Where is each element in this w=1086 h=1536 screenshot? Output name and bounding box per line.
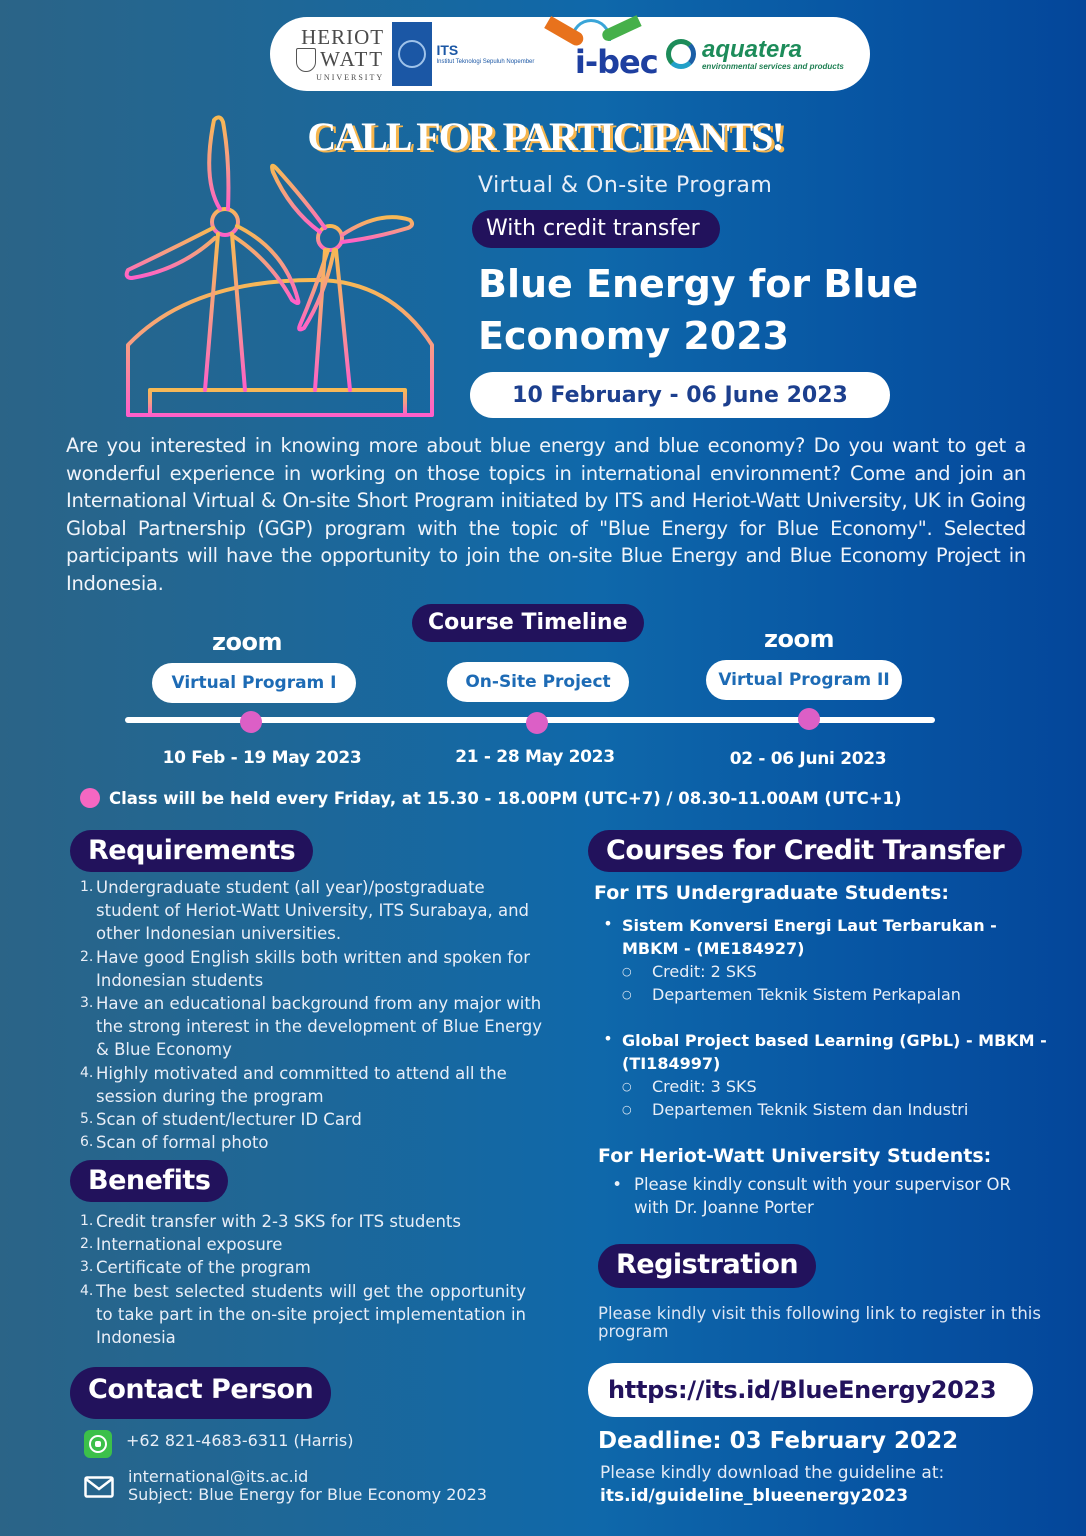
timeline-stage-virtual-program-1: Virtual Program I: [152, 663, 356, 703]
partner-logo-bar: [270, 17, 870, 91]
list-item: 3. Have an educational background from any major with the strong interest in the development of Blue Energy & Blue Economy: [80, 994, 542, 1060]
zoom-logo: zoom: [212, 628, 282, 656]
course-item: • Sistem Konversi Energi Laut Terbarukan - MBKM - (ME184927): [603, 914, 997, 958]
courses-heading: Courses for Credit Transfer: [588, 830, 1022, 872]
list-item: 2. International exposure: [80, 1235, 283, 1255]
contact-phone: +62 821-4683-6311 (Harris): [84, 1430, 353, 1458]
registration-deadline: Deadline: 03 February 2022: [598, 1428, 959, 1454]
benefits-heading: Benefits: [70, 1160, 228, 1202]
whatsapp-icon: [84, 1430, 112, 1458]
registration-link[interactable]: https://its.id/BlueEnergy2023: [588, 1363, 1033, 1417]
credit-transfer-badge: With credit transfer: [472, 210, 720, 248]
guideline-instructions: Please kindly download the guideline at:: [600, 1463, 945, 1483]
requirements-list: [80, 876, 550, 1154]
requirements-heading: Requirements: [70, 830, 313, 872]
course-item: • Global Project based Learning (GPbL) - MBKM - (TI184997): [603, 1029, 1047, 1073]
intro-paragraph: Are you interested in knowing more about blue energy and blue economy? Do you want to get a wonderful experience in working on those topics in international environment? Come and join an International Virtual & On-site Short Program initiated by ITS and Heriot-Watt University, UK in Going Global Partnership (GGP) program with the topic of "Blue Energy for Blue Economy". Selected participants will have the opportunity to join the on-site Blue Energy and Blue Economy Project in Indonesia.: [66, 434, 1026, 595]
timeline-dot: [526, 712, 548, 734]
timeline-date: 21 - 28 May 2023: [455, 747, 615, 767]
call-for-participants-heading: CALL FOR PARTICIPANTS!: [307, 114, 783, 159]
aquatera-logo: aquatera environmental services and products: [666, 38, 844, 71]
program-type: Virtual & On-site Program: [478, 173, 773, 198]
registration-heading: Registration: [598, 1244, 816, 1288]
list-item: 4. The best selected students will get the opportunity to take part in the on-site project implementation in Indonesia: [80, 1281, 526, 1348]
timeline-stage-onsite-project: On-Site Project: [447, 662, 629, 702]
benefits-list: [80, 1210, 526, 1349]
list-item: 1. Undergraduate student (all year)/postgraduate student of Heriot-Watt University, ITS Surabaya, and other Indonesian universities.: [80, 878, 530, 944]
course-timeline-heading: Course Timeline: [412, 604, 644, 642]
its-courses-section: For ITS Undergraduate Students: • Sistem Konversi Energi Laut Terbarukan - MBKM - (ME184927) ○ Credit: 2 SKS ○ Departemen Teknik Sistem Perkapalan • Global Project based Learning (GPbL) - MBKM - (TI184997) ○ Credit: 3 SKS ○ Departemen Teknik Sistem dan Industri: [594, 882, 1054, 1121]
list-item: 6. Scan of formal photo: [80, 1133, 269, 1153]
list-item: 5. Scan of student/lecturer ID Card: [80, 1110, 362, 1130]
turbine-blade-icon: [600, 15, 641, 43]
hw-courses-section: For Heriot-Watt University Students: • Please kindly consult with your supervisor OR with Dr. Joanne Porter: [598, 1145, 1012, 1217]
its-seal-icon: [398, 40, 426, 68]
heriot-watt-logo: HERIOT WATT UNIVERSITY: [296, 27, 384, 82]
timeline-date: 10 Feb - 19 May 2023: [162, 748, 362, 768]
ibec-logo: i-bec: [543, 19, 658, 89]
contact-person-heading: Contact Person: [70, 1367, 331, 1419]
list-item: 1. Credit transfer with 2-3 SKS for ITS students: [80, 1212, 461, 1231]
program-title: Blue Energy for Blue Economy 2023: [478, 262, 919, 358]
list-item: 3. Certificate of the program: [80, 1258, 311, 1278]
class-schedule-note: Class will be held every Friday, at 15.30 - 18.00PM (UTC+7) / 08.30-11.00AM (UTC+1): [80, 788, 902, 808]
timeline-dot: [240, 711, 262, 733]
swirl-icon: [666, 39, 696, 69]
its-logo: ITS Institut Teknologi Sepuluh Nopember: [392, 22, 534, 86]
list-item: 2. Have good English skills both written and spoken for Indonesian students: [80, 947, 530, 990]
zoom-logo: zoom: [764, 625, 834, 653]
guideline-link[interactable]: its.id/guideline_blueenergy2023: [600, 1486, 909, 1506]
envelope-icon: [84, 1476, 114, 1498]
shield-icon: [296, 48, 316, 72]
timeline-stage-virtual-program-2: Virtual Program II: [706, 660, 902, 700]
registration-instructions: Please kindly visit this following link to register in this program: [598, 1304, 1041, 1341]
timeline-date: 02 - 06 Juni 2023: [729, 749, 887, 769]
email-link[interactable]: international@its.ac.id: [128, 1467, 309, 1486]
program-date-range: 10 February - 06 June 2023: [470, 372, 890, 418]
contact-email: international@its.ac.id Subject: Blue Energy for Blue Economy 2023: [84, 1468, 487, 1504]
bullet-dot-icon: [80, 788, 100, 808]
list-item: 4. Highly motivated and committed to attend all the session during the program: [80, 1063, 507, 1106]
timeline-dot: [798, 708, 820, 730]
